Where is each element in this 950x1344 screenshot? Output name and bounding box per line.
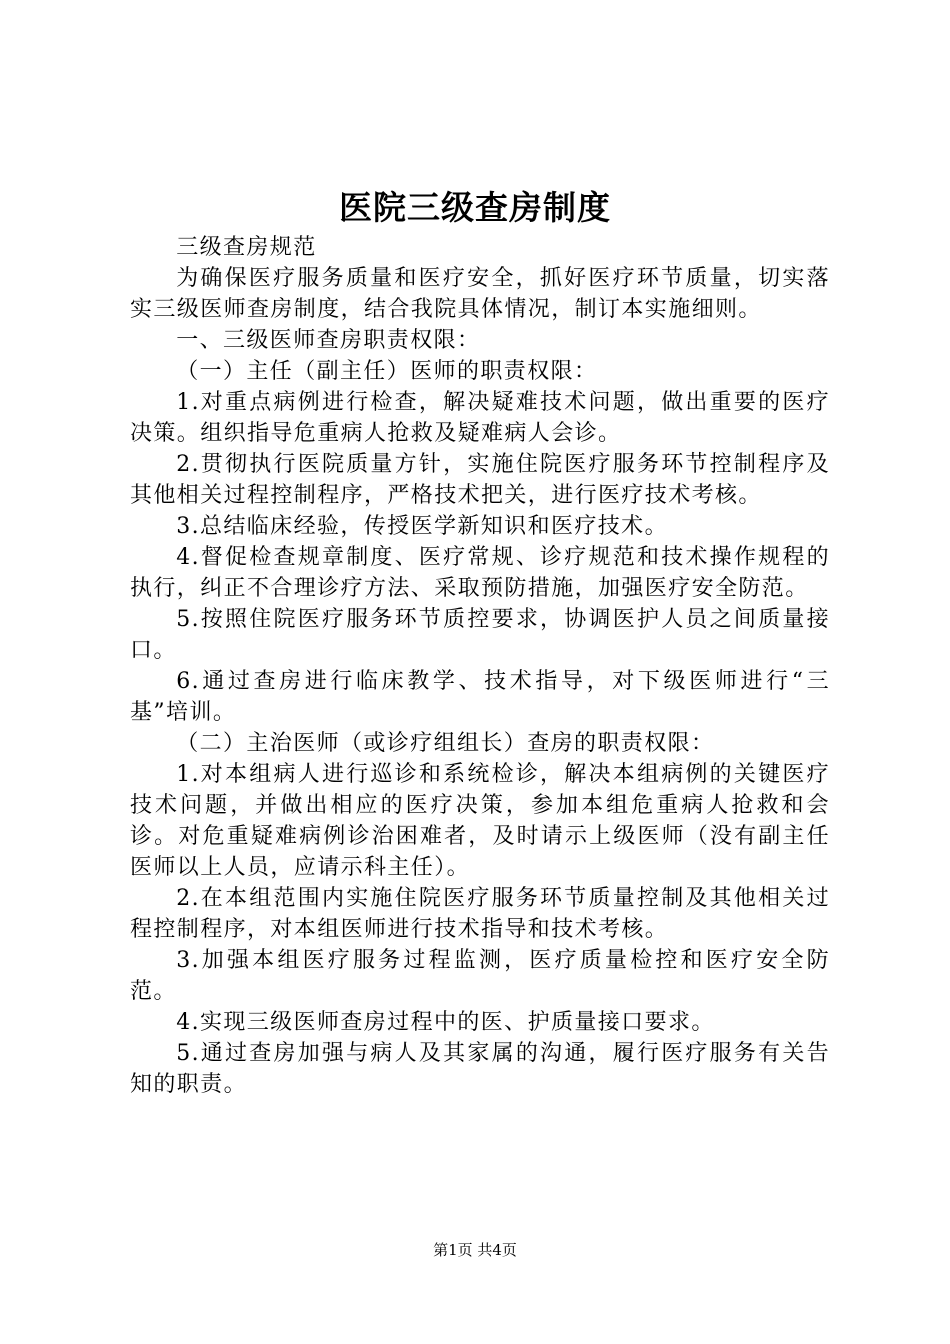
paragraph-chief-item-1: 1.对重点病例进行检查，解决疑难技术问题，做出重要的医疗决策。组织指导危重病人抢救及疑难病人会诊。 [130, 390, 830, 446]
paragraph-attending-item-5: 5.通过查房加强与病人及其家属的沟通，履行医疗服务有关告知的职责。 [130, 1041, 830, 1097]
paragraph-chief-item-6: 6.通过查房进行临床教学、技术指导，对下级医师进行“三基”培训。 [130, 669, 830, 725]
paragraph-attending-item-4: 4.实现三级医师查房过程中的医、护质量接口要求。 [176, 1010, 715, 1035]
paragraph-chief-item-2: 2.贯彻执行医院质量方针，实施住院医疗服务环节控制程序及其他相关过程控制程序，严格技术把关，进行医疗技术考核。 [130, 452, 830, 508]
paragraph-attending-item-3: 3.加强本组医疗服务过程监测，医疗质量检控和医疗安全防范。 [130, 948, 830, 1004]
paragraph-attending-item-1: 1.对本组病人进行巡诊和系统检诊，解决本组病例的关键医疗技术问题，并做出相应的医疗决策，参加本组危重病人抢救和会诊。对危重疑难病例诊治困难者，及时请示上级医师（没有副主任医师以上人员，应请示科主任）。 [130, 762, 830, 880]
paragraph-chief-item-5: 5.按照住院医疗服务环节质控要求，协调医护人员之间质量接口。 [130, 607, 830, 663]
paragraph-heading-responsibilities: 一、三级医师查房职责权限： [176, 328, 481, 353]
paragraph-intro: 为确保医疗服务质量和医疗安全，抓好医疗环节质量，切实落实三级医师查房制度，结合我院具体情况，制订本实施细则。 [130, 266, 830, 322]
paragraph-attending-item-2: 2.在本组范围内实施住院医疗服务环节质量控制及其他相关过程控制程序，对本组医师进行技术指导和技术考核。 [130, 886, 830, 942]
paragraph-subheading-chief: （一）主任（副主任）医师的职责权限： [176, 359, 598, 384]
paragraph-chief-item-3: 3.总结临床经验，传授医学新知识和医疗技术。 [176, 514, 668, 539]
paragraph-subheading-attending: （二）主治医师（或诊疗组组长）查房的职责权限： [176, 731, 715, 756]
paragraph-chief-item-4: 4.督促检查规章制度、医疗常规、诊疗规范和技术操作规程的执行，纠正不合理诊疗方法、采取预防措施，加强医疗安全防范。 [130, 545, 830, 601]
document-title: 医院三级查房制度 [339, 188, 611, 227]
document-body [130, 232, 830, 1100]
page-footer: 第1页 共4页 [433, 1241, 517, 1259]
paragraph-section-heading: 三级查房规范 [176, 235, 317, 260]
